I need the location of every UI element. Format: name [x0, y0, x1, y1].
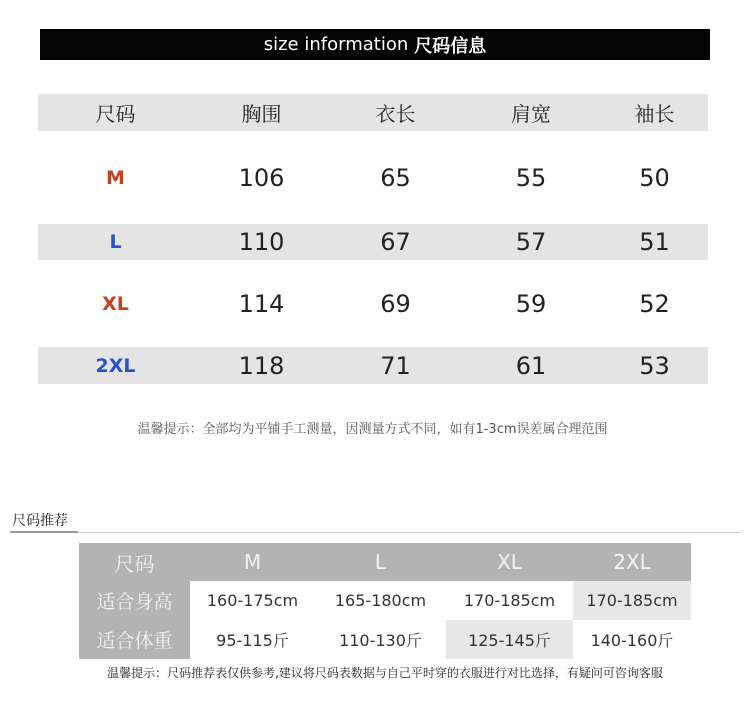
table-row	[38, 158, 708, 198]
sleeve-value: 52	[639, 290, 670, 318]
weight-value: 125-145斤	[446, 620, 573, 659]
length-value: 65	[380, 164, 411, 192]
height-label: 适合身高	[79, 581, 190, 620]
shoulder-value: 57	[515, 228, 547, 256]
size-table-header	[38, 94, 708, 131]
header-length: 衣长	[375, 102, 416, 126]
recommend-header-l: L	[315, 543, 446, 581]
weight-value: 95-115斤	[190, 620, 315, 659]
shoulder-value: 59	[515, 290, 547, 318]
table-row	[38, 224, 708, 260]
size-label: M	[106, 167, 125, 189]
section-divider-accent	[10, 531, 78, 533]
recommend-header-size: 尺码	[79, 543, 190, 581]
size-label: 2XL	[95, 354, 136, 377]
shoulder-value: 61	[515, 351, 547, 380]
recommend-header-2xl: 2XL	[573, 543, 691, 581]
chest-value: 114	[238, 290, 285, 318]
height-value: 170-185cm	[446, 581, 573, 620]
height-value: 170-185cm	[573, 581, 691, 620]
sleeve-value: 51	[639, 228, 670, 256]
length-value: 71	[380, 351, 411, 380]
chest-value: 106	[238, 164, 285, 192]
sleeve-value: 53	[639, 351, 670, 380]
recommend-note: 温馨提示：尺码推荐表仅供参考,建议将尺码表数据与自己平时穿的衣服进行对比选择，有疑问可咨询客服	[107, 666, 663, 680]
weight-label: 适合体重	[79, 620, 190, 659]
weight-value: 140-160斤	[573, 620, 691, 659]
size-label: L	[109, 231, 122, 253]
sleeve-value: 50	[639, 164, 670, 192]
height-value: 160-175cm	[190, 581, 315, 620]
size-label: XL	[102, 293, 129, 315]
recommend-header-m: M	[190, 543, 315, 581]
shoulder-value: 55	[515, 164, 547, 192]
header-chest: 胸围	[241, 102, 282, 126]
header-shoulder: 肩宽	[511, 102, 551, 126]
recommend-heading: 尺码推荐	[12, 513, 68, 529]
table-row	[38, 347, 708, 384]
height-value: 165-180cm	[315, 581, 446, 620]
header-sleeve: 袖长	[634, 102, 675, 126]
length-value: 67	[380, 228, 411, 256]
title-chinese: 尺码信息	[414, 35, 487, 57]
title-english: size information	[263, 34, 409, 55]
recommend-table	[79, 543, 691, 659]
title-bar	[40, 29, 710, 60]
chest-value: 118	[238, 351, 285, 380]
recommend-header-xl: XL	[446, 543, 573, 581]
length-value: 69	[380, 290, 411, 318]
chest-value: 110	[238, 228, 285, 256]
table-row	[38, 284, 708, 324]
measurement-note: 温馨提示：全部均为平铺手工测量，因测量方式不同，如有1-3cm误差属合理范围	[137, 422, 608, 437]
section-divider	[10, 532, 742, 533]
header-size: 尺码	[95, 102, 136, 126]
weight-value: 110-130斤	[315, 620, 446, 659]
